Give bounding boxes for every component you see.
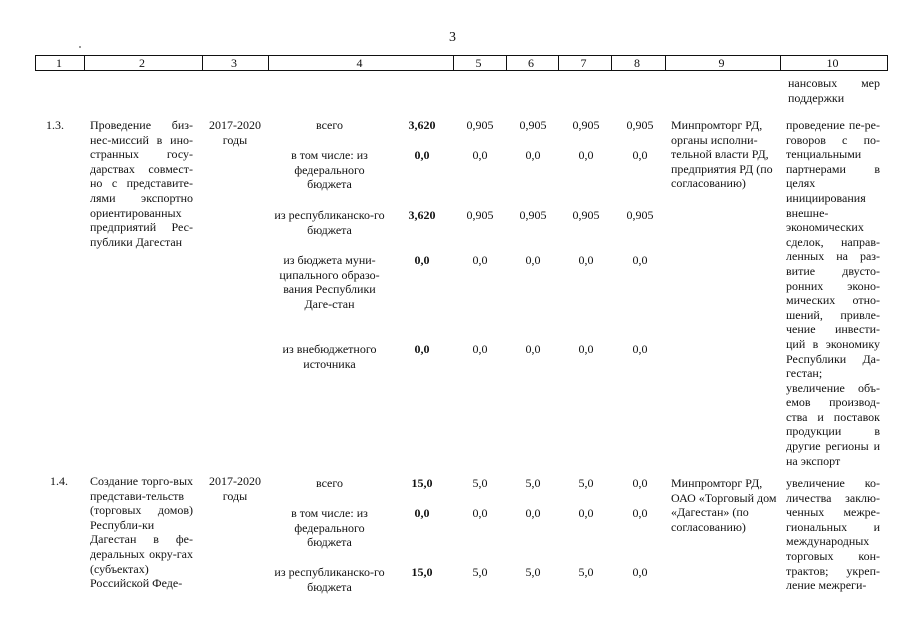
total-value: 3,620 <box>408 118 436 132</box>
year-value: 0,905 <box>519 208 547 222</box>
year-value: 0,0 <box>472 342 488 356</box>
total-value: 15,0 <box>411 476 433 490</box>
year-value: 0,905 <box>626 118 654 132</box>
source-label: всего <box>315 118 344 132</box>
row-number: 1.4. <box>50 474 68 488</box>
total-value: 0,0 <box>414 148 430 162</box>
scan-speck <box>79 46 81 48</box>
year-value: 0,0 <box>578 342 594 356</box>
year-value: 0,0 <box>525 148 541 162</box>
expected-result: проведение пе-ре-говоров с по-тенциальными партнерами в целях инициирования внешне-экономических сделок, направ-ленных на раз-витие двусто-ронних эконо-мических отно-шений, привле-чение инвести-ций в экономику Республики Да-гестан; увеличение объ-емов производ-ства и поставок продукции в другие регионы и на экспорт <box>786 118 880 468</box>
page-number: 3 <box>449 30 456 45</box>
year-value: 0,0 <box>472 506 488 520</box>
year-value: 0,905 <box>626 208 654 222</box>
source-label: в том числе: из федерального бюджета <box>291 506 368 550</box>
year-value: 0,905 <box>466 118 494 132</box>
year-value: 0,0 <box>525 253 541 267</box>
year-value: 5,0 <box>472 565 488 579</box>
years: 2017-2020 годы <box>209 118 261 147</box>
measure-name: Создание торго-вых представи-тельств (торговых домов) Республи-ки Дагестан в фе-деральных окру-гах (субъектах) Российской Феде- <box>90 474 193 591</box>
year-value: 5,0 <box>525 565 541 579</box>
year-value: 0,905 <box>572 208 600 222</box>
source-label: из бюджета муни-ципального образо-вания Республики Даге-стан <box>279 253 380 311</box>
header-cell: 10 <box>826 56 839 70</box>
years: 2017-2020 годы <box>209 474 261 503</box>
year-value: 0,905 <box>466 208 494 222</box>
header-cell: 4 <box>356 56 363 70</box>
header-cell: 3 <box>231 56 237 70</box>
header-cell: 1 <box>56 56 62 70</box>
year-value: 5,0 <box>525 476 541 490</box>
year-value: 0,905 <box>572 118 600 132</box>
year-value: 0,0 <box>578 148 594 162</box>
header-cell: 6 <box>528 56 534 70</box>
total-value: 0,0 <box>414 253 430 267</box>
header-cell: 9 <box>718 56 725 70</box>
header-cell: 5 <box>475 56 482 70</box>
year-value: 5,0 <box>472 476 488 490</box>
executor: Минпромторг РД, ОАО «Торговый дом «Дагестан» (по согласованию) <box>671 476 777 534</box>
year-value: 5,0 <box>578 565 594 579</box>
year-value: 0,0 <box>578 253 594 267</box>
header-cell: 8 <box>634 56 640 70</box>
result-continuation: нансовых мер поддержки <box>788 76 880 105</box>
source-label: из республиканско-го бюджета <box>274 208 385 237</box>
source-label: из внебюджетного источника <box>282 342 377 371</box>
header-cell: 2 <box>139 56 145 70</box>
year-value: 0,0 <box>472 253 488 267</box>
source-label: из республиканско-го бюджета <box>274 565 385 594</box>
source-label: в том числе: из федерального бюджета <box>291 148 368 192</box>
year-value: 0,0 <box>632 506 648 520</box>
header-cell: 7 <box>580 56 587 70</box>
total-value: 15,0 <box>411 565 433 579</box>
year-value: 0,0 <box>632 476 648 490</box>
expected-result: увеличение ко-личества заклю-ченных межре-гиональных и международных торговых кон-трактов; укреп-ление межреги- <box>786 476 880 593</box>
total-value: 3,620 <box>408 208 436 222</box>
source-label: всего <box>315 476 344 490</box>
year-value: 0,0 <box>578 506 594 520</box>
executor: Минпромторг РД, органы исполни-тельной власти РД, предприятия РД (по согласованию) <box>671 118 773 191</box>
year-value: 0,905 <box>519 118 547 132</box>
year-value: 0,0 <box>472 148 488 162</box>
year-value: 0,0 <box>632 342 648 356</box>
year-value: 0,0 <box>632 148 648 162</box>
year-value: 0,0 <box>525 506 541 520</box>
year-value: 0,0 <box>632 565 648 579</box>
row-number: 1.3. <box>46 118 64 132</box>
year-value: 5,0 <box>578 476 594 490</box>
year-value: 0,0 <box>632 253 648 267</box>
year-value: 0,0 <box>525 342 541 356</box>
total-value: 0,0 <box>414 342 430 356</box>
total-value: 0,0 <box>414 506 430 520</box>
measure-name: Проведение биз-нес-миссий в ино-странных госу-дарствах совмест-но с представите-лями экспортно ориентированных предприятий Рес-публики Дагестан <box>90 118 193 249</box>
